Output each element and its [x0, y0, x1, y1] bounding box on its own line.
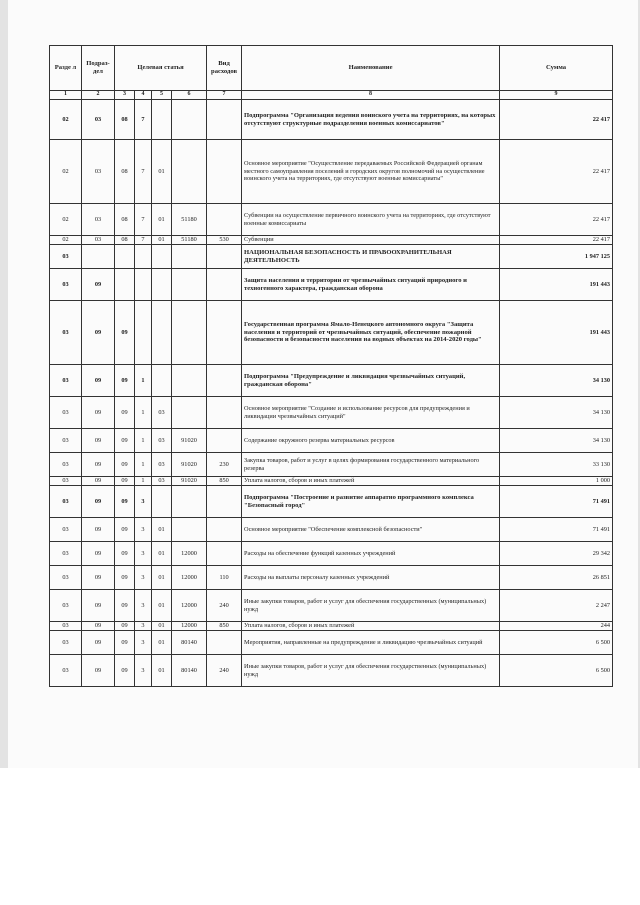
cell-code-2: 1 [135, 453, 152, 477]
header-celevaya-statya: Целевая статья [115, 46, 207, 91]
cell-code-1: 08 [115, 236, 135, 245]
header-naimenovanie: Наименование [242, 46, 500, 91]
cell-naimenovanie: Содержание окружного резерва материальных ресурсов [242, 429, 500, 453]
table-row [50, 486, 613, 518]
cell-razdel: 03 [50, 365, 82, 397]
cell-code-2: 3 [135, 590, 152, 622]
cell-razdel: 03 [50, 622, 82, 631]
cell-code-1: 09 [115, 590, 135, 622]
cell-razdel: 03 [50, 397, 82, 429]
cell-naimenovanie: Основное мероприятие "Осуществление передаваемых Российской Федерацией органам местного самоуправления поселений и городских округов полномочий на осуществление воинского учета на территориях, где отсутствуют военные комиссариаты" [242, 140, 500, 204]
cell-podrazdel: 09 [82, 566, 115, 590]
cell-code-4: 91020 [172, 477, 207, 486]
cell-podrazdel: 09 [82, 486, 115, 518]
cell-naimenovanie: НАЦИОНАЛЬНАЯ БЕЗОПАСНОСТЬ И ПРАВООХРАНИТЕЛЬНАЯ ДЕЯТЕЛЬНОСТЬ [242, 245, 500, 269]
cell-code-4: 80140 [172, 631, 207, 655]
column-number: 9 [500, 91, 613, 100]
cell-naimenovanie: Расходы на выплаты персоналу казенных учреждений [242, 566, 500, 590]
cell-razdel: 03 [50, 631, 82, 655]
table-row [50, 236, 613, 245]
header-razdel: Разде л [50, 46, 82, 91]
cell-podrazdel: 09 [82, 622, 115, 631]
cell-vid-raskhodov: 230 [207, 453, 242, 477]
cell-podrazdel: 09 [82, 542, 115, 566]
cell-podrazdel: 09 [82, 655, 115, 687]
cell-summa: 22 417 [500, 204, 613, 236]
cell-code-2: 1 [135, 397, 152, 429]
cell-razdel: 02 [50, 236, 82, 245]
cell-code-4: 12000 [172, 590, 207, 622]
cell-razdel: 02 [50, 140, 82, 204]
cell-code-1 [115, 245, 135, 269]
header-row [50, 46, 613, 91]
cell-summa: 33 130 [500, 453, 613, 477]
cell-code-2: 1 [135, 365, 152, 397]
cell-code-4: 91020 [172, 429, 207, 453]
cell-podrazdel: 09 [82, 631, 115, 655]
cell-code-1: 09 [115, 429, 135, 453]
table-row [50, 269, 613, 301]
cell-code-1: 09 [115, 486, 135, 518]
column-number: 5 [152, 91, 172, 100]
cell-code-1: 08 [115, 204, 135, 236]
cell-vid-raskhodov: 110 [207, 566, 242, 590]
cell-code-4: 12000 [172, 622, 207, 631]
cell-code-3: 01 [152, 140, 172, 204]
cell-podrazdel: 09 [82, 453, 115, 477]
cell-vid-raskhodov [207, 204, 242, 236]
column-number: 7 [207, 91, 242, 100]
cell-code-2: 1 [135, 429, 152, 453]
cell-code-2 [135, 269, 152, 301]
cell-code-2: 7 [135, 204, 152, 236]
cell-code-3: 01 [152, 236, 172, 245]
cell-naimenovanie: Уплата налогов, сборов и иных платежей [242, 622, 500, 631]
cell-summa: 71 491 [500, 518, 613, 542]
cell-razdel: 03 [50, 590, 82, 622]
cell-vid-raskhodov [207, 397, 242, 429]
budget-table [49, 45, 613, 687]
cell-naimenovanie: Подпрограмма "Организация ведения воинского учета на территориях, на которых отсутствуют структурные подразделения военных комиссариатов" [242, 100, 500, 140]
cell-podrazdel: 09 [82, 397, 115, 429]
cell-razdel: 03 [50, 518, 82, 542]
cell-razdel: 03 [50, 245, 82, 269]
cell-vid-raskhodov [207, 301, 242, 365]
cell-vid-raskhodov: 530 [207, 236, 242, 245]
cell-code-2 [135, 245, 152, 269]
cell-code-2: 7 [135, 236, 152, 245]
cell-code-2: 7 [135, 140, 152, 204]
cell-code-2 [135, 301, 152, 365]
cell-summa: 29 342 [500, 542, 613, 566]
table-row [50, 397, 613, 429]
cell-naimenovanie: Субвенции на осуществление первичного воинского учета на территориях, где отсутствуют военные комиссариаты [242, 204, 500, 236]
cell-naimenovanie: Защита населения и территории от чрезвычайных ситуаций природного и техногенного характера, гражданская оборона [242, 269, 500, 301]
cell-code-2: 1 [135, 477, 152, 486]
header-podrazdel: Подраз- дел [82, 46, 115, 91]
cell-summa: 244 [500, 622, 613, 631]
cell-vid-raskhodov [207, 429, 242, 453]
table-row [50, 631, 613, 655]
cell-code-4: 51180 [172, 236, 207, 245]
table-row [50, 453, 613, 477]
cell-podrazdel: 03 [82, 236, 115, 245]
cell-code-3: 01 [152, 518, 172, 542]
cell-code-3: 01 [152, 590, 172, 622]
table-row [50, 622, 613, 631]
cell-razdel: 03 [50, 655, 82, 687]
cell-naimenovanie: Закупка товаров, работ и услуг в целях формирования государственного материального резерва [242, 453, 500, 477]
cell-razdel: 02 [50, 100, 82, 140]
cell-code-1: 09 [115, 397, 135, 429]
cell-naimenovanie: Субвенции [242, 236, 500, 245]
cell-razdel: 03 [50, 453, 82, 477]
cell-podrazdel: 09 [82, 301, 115, 365]
cell-code-2: 3 [135, 566, 152, 590]
cell-summa: 1 000 [500, 477, 613, 486]
cell-vid-raskhodov [207, 518, 242, 542]
cell-code-1: 09 [115, 477, 135, 486]
cell-summa: 34 130 [500, 429, 613, 453]
cell-code-4 [172, 140, 207, 204]
cell-vid-raskhodov [207, 245, 242, 269]
cell-vid-raskhodov [207, 140, 242, 204]
cell-naimenovanie: Государственная программа Ямало-Ненецкого автономного округа "Защита населения и территорий от чрезвычайных ситуаций, обеспечение пожарной безопасности и безопасности населения на водных объектах на 2014-2020 годы" [242, 301, 500, 365]
cell-code-1: 08 [115, 100, 135, 140]
cell-code-2: 3 [135, 622, 152, 631]
cell-code-1: 09 [115, 301, 135, 365]
column-number: 2 [82, 91, 115, 100]
cell-code-3: 01 [152, 631, 172, 655]
cell-vid-raskhodov: 850 [207, 622, 242, 631]
table-row [50, 301, 613, 365]
cell-summa: 6 500 [500, 631, 613, 655]
cell-code-4 [172, 365, 207, 397]
table-row [50, 566, 613, 590]
cell-summa: 34 130 [500, 365, 613, 397]
column-number: 6 [172, 91, 207, 100]
column-number: 4 [135, 91, 152, 100]
cell-code-2: 3 [135, 518, 152, 542]
cell-code-4: 91020 [172, 453, 207, 477]
cell-code-4 [172, 397, 207, 429]
cell-code-1 [115, 269, 135, 301]
table-row [50, 140, 613, 204]
cell-code-2: 3 [135, 631, 152, 655]
cell-vid-raskhodov [207, 100, 242, 140]
cell-razdel: 03 [50, 542, 82, 566]
cell-podrazdel: 09 [82, 269, 115, 301]
cell-code-4 [172, 518, 207, 542]
cell-naimenovanie: Иные закупки товаров, работ и услуг для обеспечения государственных (муниципальных) нужд [242, 590, 500, 622]
cell-razdel: 03 [50, 486, 82, 518]
cell-code-4: 12000 [172, 542, 207, 566]
page-margin-area [0, 768, 640, 905]
cell-code-3 [152, 269, 172, 301]
cell-naimenovanie: Подпрограмма "Предупреждение и ликвидация чрезвычайных ситуаций, гражданская оборона" [242, 365, 500, 397]
cell-summa: 34 130 [500, 397, 613, 429]
cell-code-4: 12000 [172, 566, 207, 590]
cell-podrazdel: 09 [82, 429, 115, 453]
cell-podrazdel [82, 245, 115, 269]
table-row [50, 429, 613, 453]
cell-summa: 1 947 125 [500, 245, 613, 269]
cell-code-1: 09 [115, 542, 135, 566]
cell-summa: 191 443 [500, 269, 613, 301]
cell-naimenovanie: Основное мероприятие "Обеспечение комплексной безопасности" [242, 518, 500, 542]
table-row [50, 204, 613, 236]
cell-code-3 [152, 100, 172, 140]
cell-razdel: 03 [50, 301, 82, 365]
table-row [50, 655, 613, 687]
cell-podrazdel: 03 [82, 140, 115, 204]
header-vid-raskhodov: Вид расходов [207, 46, 242, 91]
cell-podrazdel: 09 [82, 518, 115, 542]
cell-code-4 [172, 486, 207, 518]
cell-vid-raskhodov: 240 [207, 590, 242, 622]
cell-razdel: 02 [50, 204, 82, 236]
cell-summa: 22 417 [500, 236, 613, 245]
cell-code-1: 09 [115, 655, 135, 687]
table-row [50, 518, 613, 542]
cell-podrazdel: 03 [82, 204, 115, 236]
cell-vid-raskhodov [207, 365, 242, 397]
header-summa: Сумма [500, 46, 613, 91]
cell-code-3 [152, 245, 172, 269]
cell-code-3: 01 [152, 566, 172, 590]
table-row [50, 365, 613, 397]
cell-code-2: 7 [135, 100, 152, 140]
cell-code-2: 3 [135, 542, 152, 566]
cell-code-1: 09 [115, 622, 135, 631]
cell-code-3: 03 [152, 453, 172, 477]
cell-code-2: 3 [135, 486, 152, 518]
cell-summa: 26 851 [500, 566, 613, 590]
cell-code-4 [172, 245, 207, 269]
cell-code-3: 01 [152, 542, 172, 566]
cell-naimenovanie: Подпрограмма "Построение и развитие аппаратно программного комплекса "Безопасный город" [242, 486, 500, 518]
cell-razdel: 03 [50, 429, 82, 453]
cell-podrazdel: 03 [82, 100, 115, 140]
column-number: 3 [115, 91, 135, 100]
cell-code-4: 51180 [172, 204, 207, 236]
cell-code-3 [152, 365, 172, 397]
cell-code-3 [152, 486, 172, 518]
cell-code-3: 03 [152, 397, 172, 429]
table-row [50, 590, 613, 622]
cell-summa: 22 417 [500, 100, 613, 140]
cell-code-3: 03 [152, 429, 172, 453]
table-body [50, 100, 613, 687]
cell-summa: 6 500 [500, 655, 613, 687]
table-row [50, 477, 613, 486]
cell-razdel: 03 [50, 477, 82, 486]
cell-naimenovanie: Уплата налогов, сборов и иных платежей [242, 477, 500, 486]
cell-vid-raskhodov [207, 269, 242, 301]
cell-naimenovanie: Иные закупки товаров, работ и услуг для обеспечения государственных (муниципальных) нужд [242, 655, 500, 687]
cell-vid-raskhodov [207, 542, 242, 566]
column-number: 8 [242, 91, 500, 100]
cell-podrazdel: 09 [82, 590, 115, 622]
cell-code-2: 3 [135, 655, 152, 687]
cell-code-4 [172, 301, 207, 365]
cell-code-4: 80140 [172, 655, 207, 687]
cell-summa: 71 491 [500, 486, 613, 518]
cell-podrazdel: 09 [82, 477, 115, 486]
cell-code-1: 09 [115, 453, 135, 477]
cell-summa: 22 417 [500, 140, 613, 204]
cell-code-1: 08 [115, 140, 135, 204]
cell-code-4 [172, 100, 207, 140]
cell-code-3: 03 [152, 477, 172, 486]
cell-razdel: 03 [50, 269, 82, 301]
column-number: 1 [50, 91, 82, 100]
cell-code-1: 09 [115, 365, 135, 397]
cell-podrazdel: 09 [82, 365, 115, 397]
cell-code-1: 09 [115, 518, 135, 542]
cell-code-1: 09 [115, 631, 135, 655]
cell-code-3: 01 [152, 204, 172, 236]
cell-code-1: 09 [115, 566, 135, 590]
cell-code-4 [172, 269, 207, 301]
cell-code-3 [152, 301, 172, 365]
cell-naimenovanie: Расходы на обеспечение функций казенных учреждений [242, 542, 500, 566]
table-row [50, 542, 613, 566]
cell-vid-raskhodov: 850 [207, 477, 242, 486]
cell-code-3: 01 [152, 622, 172, 631]
table-row [50, 100, 613, 140]
cell-naimenovanie: Мероприятия, направленные на предупреждение и ликвидацию чрезвычайных ситуаций [242, 631, 500, 655]
cell-razdel: 03 [50, 566, 82, 590]
cell-naimenovanie: Основное мероприятие "Создание и использование ресурсов для предупреждения и ликвидации чрезвычайных ситуаций" [242, 397, 500, 429]
column-number-row [50, 91, 613, 100]
cell-vid-raskhodov [207, 631, 242, 655]
cell-vid-raskhodov: 240 [207, 655, 242, 687]
cell-vid-raskhodov [207, 486, 242, 518]
cell-summa: 2 247 [500, 590, 613, 622]
table-row [50, 245, 613, 269]
cell-summa: 191 443 [500, 301, 613, 365]
cell-code-3: 01 [152, 655, 172, 687]
